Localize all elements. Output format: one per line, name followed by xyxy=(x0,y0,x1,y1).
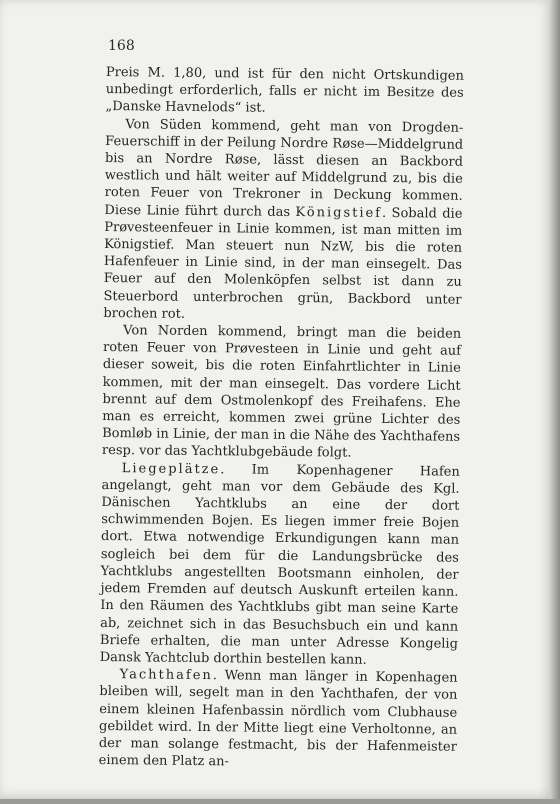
paragraph-text: Von Norden kommend, bringt man die beiden roten Feuer von Prøvesteen in Linie und geht auf dieser soweit, bis die roten Einfahrtlichter in Linie kommen, mit der man einsegelt. Das vordere Licht brennt auf dem Ostmolenkopf des Freihafens. Ehe man es erreicht, kommen zwei grüne Lichter des Bomløb in Linie, der man in die Nähe des Yachthafens resp. vor das Yachtklubgebäude folgt. xyxy=(101,323,462,462)
section-heading-yachthafen: Yachthafen xyxy=(119,667,213,684)
page-number: 168 xyxy=(108,38,135,54)
paragraph-text: Preis M. 1,80, und ist für den nicht Ortskundigen unbedingt erforderlich, falls er nicht im Besitze des „Danske Havnelods“ ist. xyxy=(105,64,464,117)
page-bottom-shadow xyxy=(0,799,560,804)
paragraph-text: . Sobald die Prøvesteenfeuer in Linie kommen, ist man mitten im Königstief. Man steuert nun NzW, bis die roten Hafenfeuer in Linie sind, in der man einsegelt. Das Feuer auf den Molenköpfen selbst ist dann zu Steuerbord unterbrochen grün, Backbord unter brochen rot. xyxy=(103,205,463,322)
page-body-text xyxy=(99,64,464,773)
paragraph-from-north xyxy=(102,322,461,463)
page-edge-shadow xyxy=(550,0,560,804)
spaced-term-koenigstief: Königstief xyxy=(295,204,383,221)
paragraph-text: . Im Kopenhagener Hafen angelangt, geht man vor dem Gebäude des Kgl. Dänischen Yachtklubs an eine der dort schwimmenden Bojen. Es liegen immer freie Bojen dort. Etwa notwendige Erkundigungen kann man sogleich bei dem für die Landungsbrücke des Yachtklubs angestellten Bootsmann einholen, der jedem Fremden auf deutsch Auskunft erteilen kann. In den Räumen des Yachtklubs gibt man seine Karte ab, zeichnet sich in das Besuchsbuch ein und kann Briefe erhalten, die man unter Adresse Kongelig Dansk Yachtclub dorthin bestellen kann. xyxy=(99,461,460,668)
paragraph-liegeplaetze xyxy=(100,460,460,670)
section-heading-liegeplaetze: Liegeplätze xyxy=(121,460,221,477)
paragraph-yachthafen xyxy=(99,666,458,773)
paragraph-from-south xyxy=(103,116,463,326)
paragraph-text: Von Süden kommend, geht man von Drogden-Feuerschiff in der Peilung Nordre Røse—Middelgrund bis an Nordre Røse, lässt diesen an Backbord westlich und hält weiter auf Middelgrund zu, bis die roten Feuer von Trekroner in Deckung kommen. Diese Linie führt durch das xyxy=(104,116,464,220)
paragraph-text: . Wenn man länger in Kopenhagen bleiben will, segelt man in den Yachthafen, der von einem kleinen Hafenbassin nördlich vom Clubhause gebildet wird. In der Mitte liegt eine Verholtonne, an der man solange festmacht, bis der Hafenmeister einem den Platz an- xyxy=(98,668,458,770)
paragraph-price xyxy=(105,64,464,119)
